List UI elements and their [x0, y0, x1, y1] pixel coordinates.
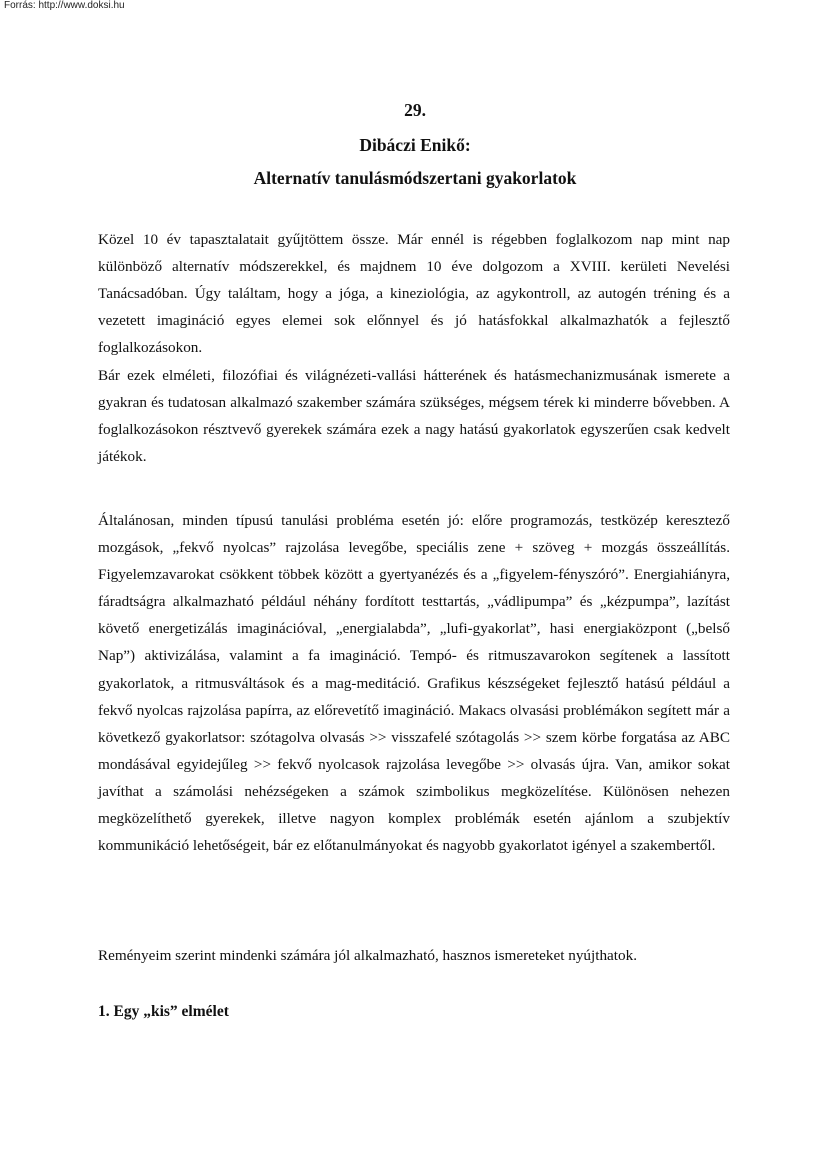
- source-note: Forrás: http://www.doksi.hu: [4, 0, 125, 11]
- paragraph-background: Bár ezek elméleti, filozófiai és világnézeti-vallási hátterének és hatásmechanizmusának ismerete a gyakran és tudatosan alkalmazó szakember számára szükséges, mégsem térek ki minderre bővebben. A foglalkozásokon résztvevő gyerekek számára ezek a nagy hatású gyakorlatok egyszerűen csak kedvelt játékok.: [98, 367, 730, 466]
- paragraph-intro: Közel 10 év tapasztalatait gyűjtöttem össze. Már ennél is régebben foglalkozom nap mint nap különböző alternatív módszerekkel, és majdnem 10 éve dolgozom a XVIII. kerületi Nevelési Tanácsadóban. Úgy találtam, hogy a jóga, a kineziológia, az agykontroll, az autogén tréning és a vezetett imagináció egyes elemei sok előnnyel és jó hatásfokkal alkalmazhatók a fejlesztő foglalkozásokon.: [98, 231, 730, 357]
- chapter-number: 29.: [404, 100, 426, 120]
- chapter-title: Alternatív tanulásmódszertani gyakorlatok: [253, 168, 577, 188]
- paragraph-methods: Általánosan, minden típusú tanulási probléma esetén jó: előre programozás, testközép keresztező mozgások, „fekvő nyolcas” rajzolása levegőbe, speciális zene + szöveg + mozgás összeállítás. Figyelemzavarokat csökkent többek között a gyertyanézés és a „figyelem-fényszóró”. Energiahiányra, fáradtságra alkalmazható például néhány fordított testtartás, „vádlipumpa” és „kézpumpa”, lazítást követő energetizálás imaginációval, „energialabda”, „lufi-gyakorlat”, hasi energiaközpont („belső Nap”) aktivizálása, valamint a fa imagináció. Tempó- és ritmuszavarokon segítenek a lassított gyakorlatok, a ritmusváltások és a mag-meditáció. Grafikus készségeket fejlesztő hatású például a fekvő nyolcas rajzolása papírra, az előrevetítő imagináció. Makacs olvasási problémákon segített már a következő gyakorlatsor: szótagolva olvasás >> visszafelé szótagolás >> szem körbe forgatása az ABC mondásával egyidejűleg >> fekvő nyolcasok rajzolása levegőbe >> olvasás újra. Van, amikor sokat javíthat a számolási nehézségeken a számok szimbolikus megközelítése. Különösen nehezen megközelíthető gyerekek, illetve nagyon komplex problémák esetén ajánlom a szubjektív kommunikáció lehetőségeit, bár ez előtanulmányokat és nagyobb gyakorlatot igényel a szakembertől.: [98, 512, 730, 855]
- paragraph-closing: Reményeim szerint mindenki számára jól alkalmazható, hasznos ismereteket nyújthatok.: [98, 947, 637, 964]
- section-heading: 1. Egy „kis” elmélet: [98, 1003, 229, 1020]
- author-name: Dibáczi Enikő:: [359, 135, 471, 155]
